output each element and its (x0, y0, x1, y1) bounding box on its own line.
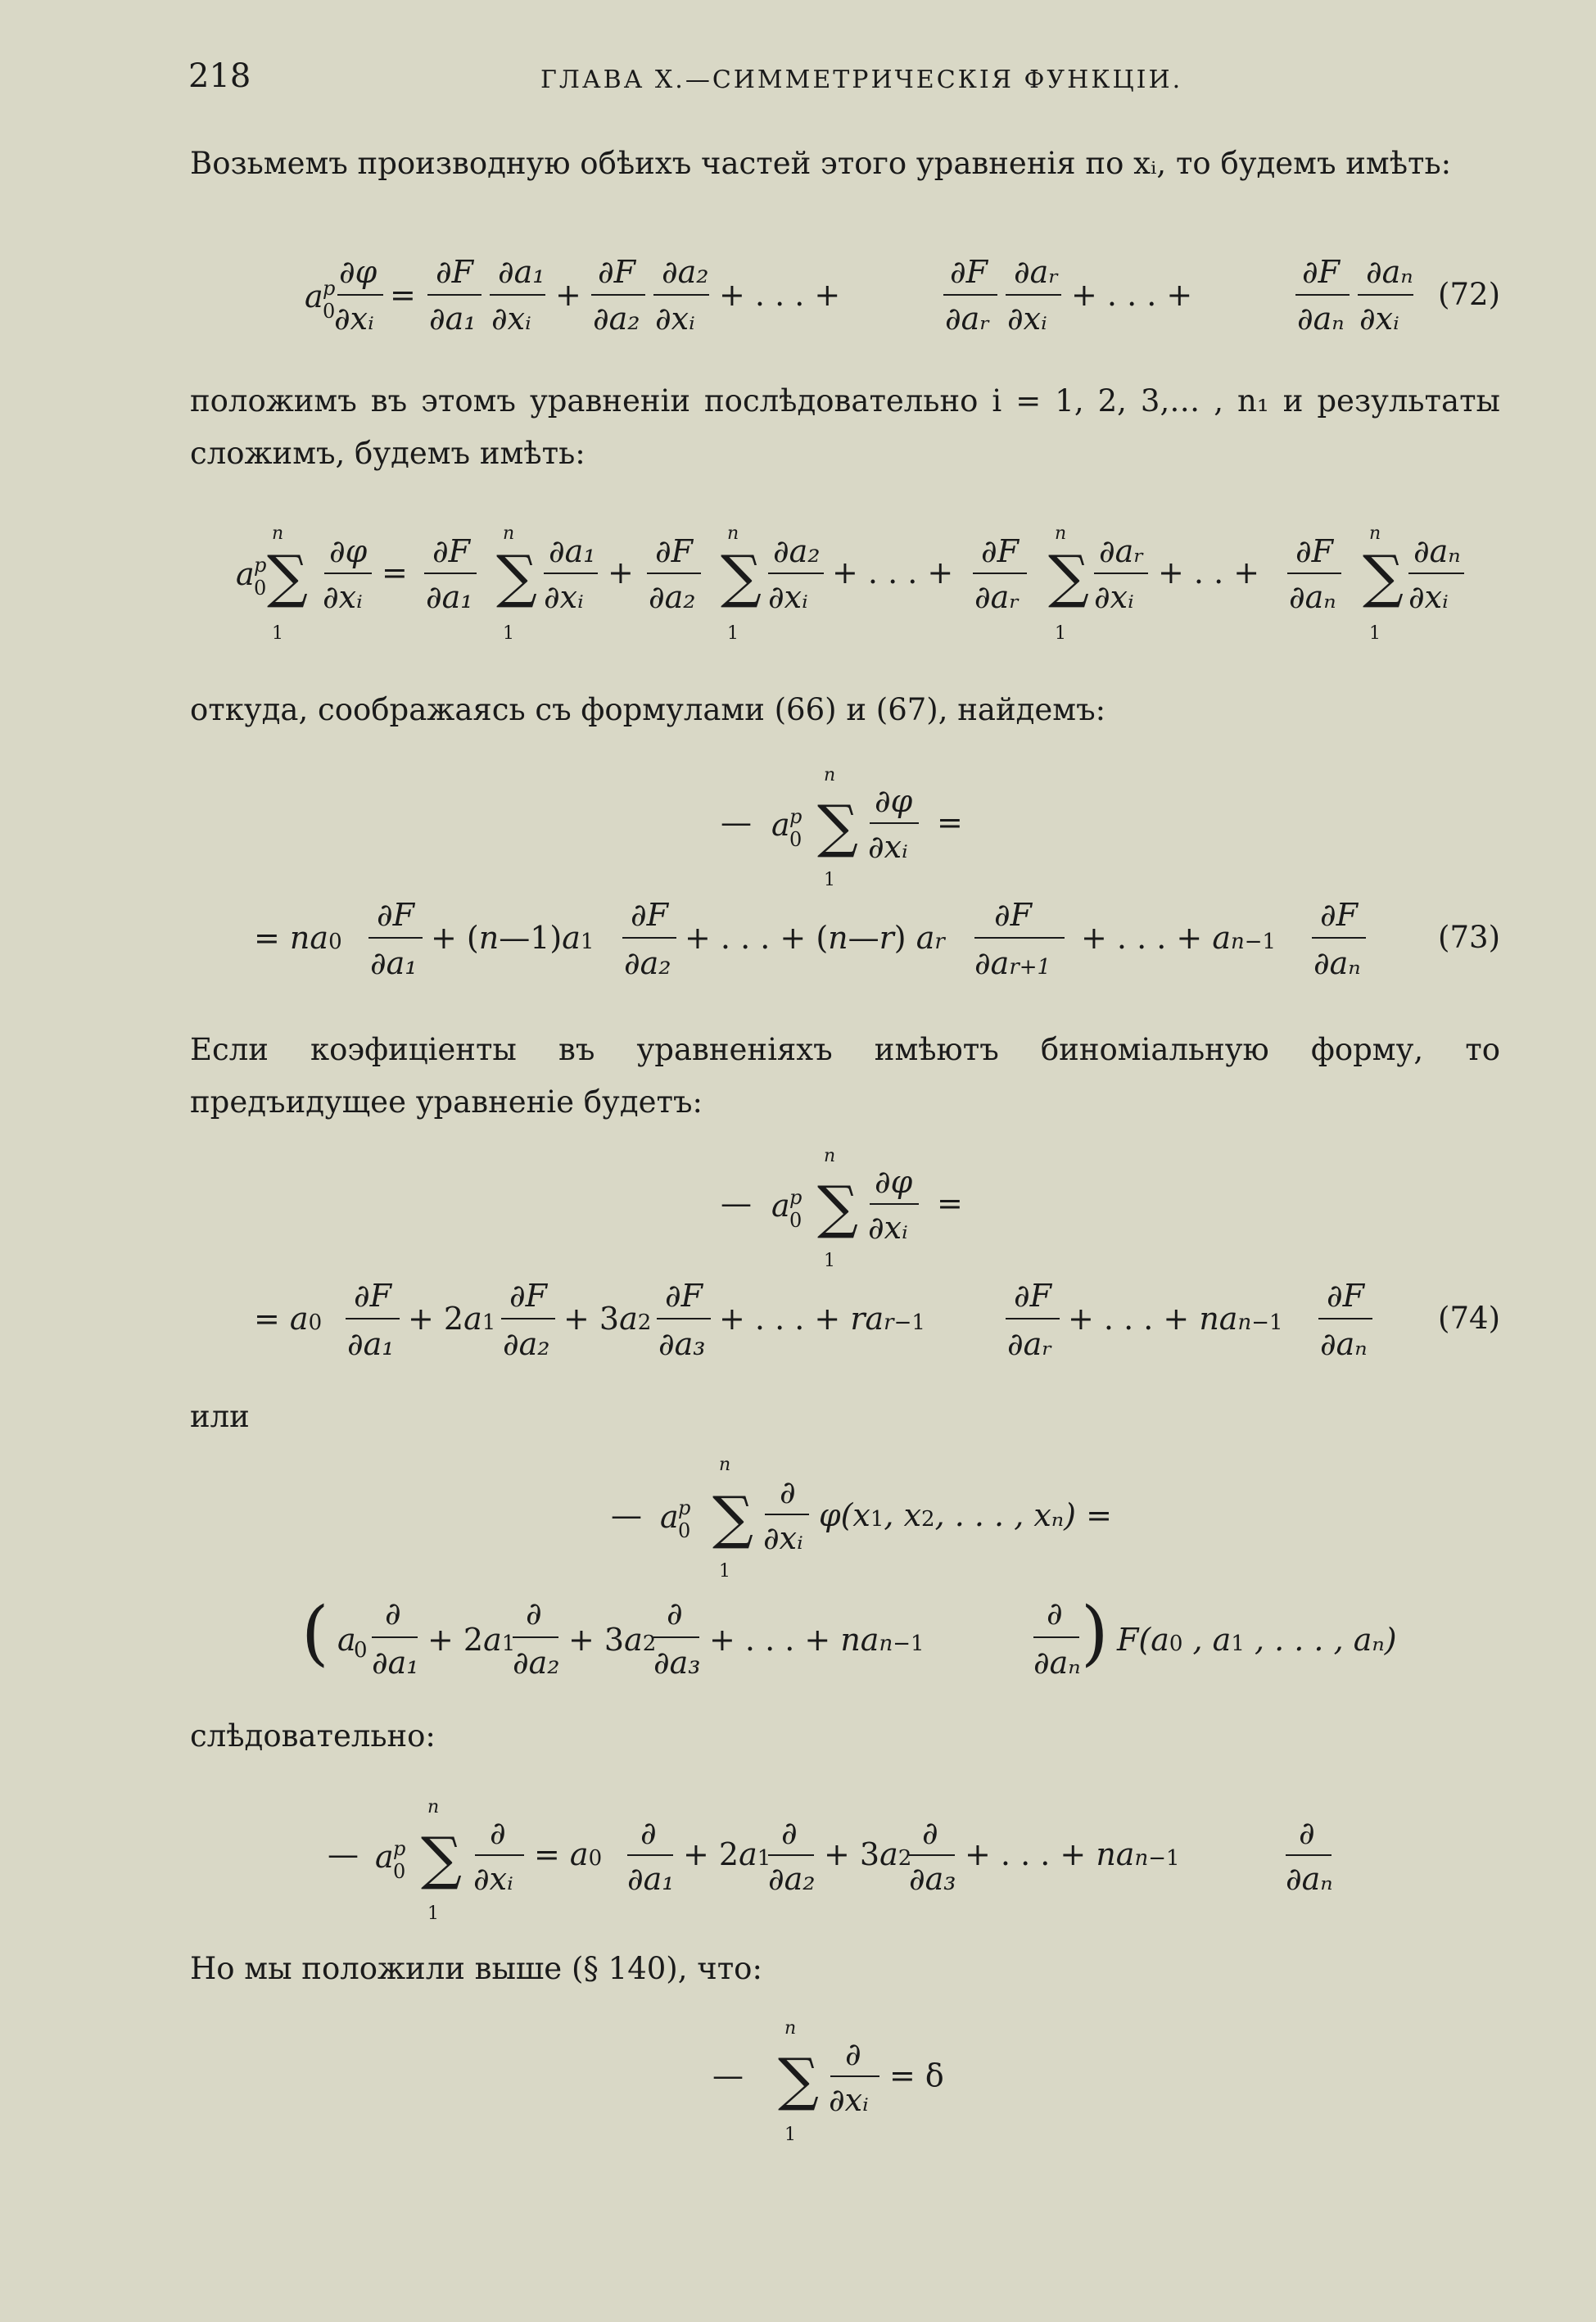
svg-text:∂xᵢ: ∂xᵢ (1408, 579, 1449, 615)
svg-text:n: n (784, 2018, 797, 2039)
svg-text:∂xᵢ: ∂xᵢ (655, 301, 695, 337)
svg-text:∂φ: ∂φ (875, 1164, 913, 1200)
svg-text:∂F: ∂F (354, 1278, 392, 1314)
svg-text:∂F: ∂F (1302, 254, 1341, 290)
equation-summed (123, 516, 1515, 647)
svg-text:p: p (678, 1496, 691, 1519)
svg-text:∂aₙ: ∂aₙ (1033, 1645, 1081, 1681)
svg-text:∂xᵢ: ∂xᵢ (544, 579, 584, 615)
equation-number-73: (73) (1438, 920, 1500, 955)
svg-text:∂: ∂ (526, 1596, 542, 1632)
svg-text:1: 1 (503, 623, 514, 644)
svg-text:∂F: ∂F (1014, 1278, 1052, 1314)
svg-text:n: n (272, 523, 284, 544)
svg-text:+ . . . + nan−1: + . . . + nan−1 (709, 1622, 925, 1658)
svg-text:∂F: ∂F (432, 533, 471, 569)
svg-text:∂aₙ: ∂aₙ (1313, 945, 1361, 981)
svg-text:∂F: ∂F (1320, 897, 1359, 933)
svg-text:—: — (721, 804, 752, 840)
svg-text:∂F: ∂F (981, 533, 1020, 569)
svg-text:φ(x1, x2, . . . , xₙ) =: φ(x1, x2, . . . , xₙ) = (819, 1497, 1112, 1533)
svg-text:1: 1 (727, 623, 739, 644)
svg-text:1: 1 (272, 623, 283, 644)
equation-identity-formula (123, 1790, 1515, 1929)
svg-text:+ 3a2: + 3a2 (563, 1301, 652, 1337)
svg-text:F(a0 , a1 , . . . , aₙ): F(a0 , a1 , . . . , aₙ) (1117, 1622, 1397, 1658)
svg-text:1: 1 (1369, 623, 1381, 644)
svg-text:+ 3a2: + 3a2 (824, 1836, 912, 1872)
svg-text:0: 0 (354, 1638, 368, 1663)
svg-text:∂F: ∂F (665, 1278, 703, 1314)
svg-text:a: a (375, 1839, 394, 1875)
svg-text:∂: ∂ (640, 1815, 657, 1851)
equation-identity (123, 1790, 1515, 1929)
svg-text:=: = (390, 277, 416, 313)
svg-text:∂xᵢ: ∂xᵢ (1007, 301, 1047, 337)
equation-72-formula (123, 246, 1515, 352)
equation-number-72: (72) (1438, 277, 1500, 312)
svg-text:∑: ∑ (817, 793, 858, 860)
svg-text:a: a (771, 807, 790, 843)
svg-text:∑: ∑ (778, 2046, 819, 2113)
svg-text:∂F: ∂F (950, 254, 988, 290)
page-header (188, 49, 1507, 98)
svg-text:∂φ: ∂φ (329, 533, 368, 569)
svg-text:∂aₙ: ∂aₙ (1289, 579, 1336, 615)
svg-text:∂a₃: ∂a₃ (653, 1645, 701, 1681)
svg-text:∂aᵣ: ∂aᵣ (1014, 254, 1060, 290)
equation-73-formula (123, 758, 1515, 995)
svg-text:+ . . +: + . . + (1158, 554, 1260, 591)
svg-text:n: n (503, 523, 515, 544)
svg-text:∂a₁: ∂a₁ (549, 533, 596, 569)
svg-text:= a0: = a0 (254, 1301, 323, 1337)
svg-text:∂: ∂ (845, 2036, 861, 2072)
svg-text:∑: ∑ (712, 1484, 753, 1551)
svg-text:0: 0 (789, 1209, 803, 1232)
svg-text:+: + (608, 554, 634, 591)
paragraph-6: слѣдовательно: (190, 1718, 436, 1754)
svg-text:p: p (254, 554, 267, 577)
svg-text:a: a (660, 1499, 679, 1535)
svg-text:—: — (611, 1497, 642, 1533)
svg-text:=: = (937, 804, 963, 840)
svg-text:∑: ∑ (421, 1825, 462, 1892)
svg-text:∑: ∑ (817, 1174, 858, 1241)
svg-text:∂aₙ: ∂aₙ (1366, 254, 1413, 290)
svg-text:∂xᵢ: ∂xᵢ (868, 1210, 908, 1246)
svg-text:+ 3a2: + 3a2 (568, 1622, 657, 1658)
paragraph-5: или (190, 1399, 250, 1434)
svg-text:∂: ∂ (385, 1596, 401, 1632)
svg-text:∂φ: ∂φ (875, 783, 913, 819)
svg-text:1: 1 (719, 1561, 730, 1582)
svg-text:∂aᵣ: ∂aᵣ (1007, 1326, 1053, 1362)
svg-text:1: 1 (1055, 623, 1066, 644)
svg-text:∂F: ∂F (1295, 533, 1334, 569)
equation-73 (123, 758, 1515, 995)
page-number: 218 (188, 57, 251, 95)
svg-text:p: p (393, 1837, 406, 1860)
paragraph-4: Если коэфиціенты въ уравненіяхъ имѣютъ биноміальную форму, то предъидущее уравненіе будетъ: (190, 1032, 1500, 1120)
svg-text:+ 2a1: + 2a1 (683, 1836, 771, 1872)
svg-text:∂: ∂ (1047, 1596, 1063, 1632)
svg-text:+ . . . + rar−1: + . . . + rar−1 (719, 1301, 925, 1337)
paragraph-1: Возьмемъ производную обѣихъ частей этого уравненія по xᵢ, то будемъ имѣть: (190, 146, 1452, 181)
svg-text:n: n (824, 765, 836, 785)
svg-text:∂aₙ: ∂aₙ (1320, 1326, 1368, 1362)
svg-text:): ) (1081, 1592, 1109, 1674)
svg-text:∂a₁: ∂a₁ (370, 945, 418, 981)
svg-text:+ . . . + nan−1: + . . . + nan−1 (965, 1836, 1180, 1872)
svg-text:∂a₁: ∂a₁ (429, 301, 477, 337)
svg-text:∂a₂: ∂a₂ (773, 533, 821, 569)
svg-text:∂a₂: ∂a₂ (513, 1645, 560, 1681)
svg-text:∂aₙ: ∂aₙ (1413, 533, 1461, 569)
svg-text:n: n (824, 1146, 836, 1166)
svg-text:0: 0 (789, 828, 803, 851)
svg-text:0: 0 (254, 577, 267, 600)
paragraph-3: откуда, соображаясь съ формулами (66) и (67), найдемъ: (190, 692, 1106, 727)
svg-text:∂xᵢ: ∂xᵢ (473, 1861, 513, 1897)
svg-text:=: = (382, 554, 408, 591)
svg-text:∂aₙ: ∂aₙ (1297, 301, 1345, 337)
equation-delta (123, 2011, 1515, 2150)
svg-text:=: = (937, 1185, 963, 1221)
svg-text:= a0: = a0 (534, 1836, 603, 1872)
svg-text:+ . . . + (n—r) ar: + . . . + (n—r) ar (685, 920, 945, 956)
svg-text:∂F: ∂F (1327, 1278, 1365, 1314)
svg-text:—: — (721, 1185, 752, 1221)
svg-text:∂xᵢ: ∂xᵢ (768, 579, 808, 615)
paragraph-2: положимъ въ этомъ уравненіи послѣдовательно i = 1, 2, 3,… , n₁ и результаты сложимъ, будемъ имѣть: (190, 383, 1500, 471)
svg-text:(: ( (301, 1592, 329, 1674)
paragraph-7: Но мы положили выше (§ 140), что: (190, 1951, 762, 1986)
svg-text:∂aᵣ: ∂aᵣ (1099, 533, 1145, 569)
svg-text:∂xᵢ: ∂xᵢ (829, 2082, 869, 2118)
svg-text:1: 1 (784, 2125, 796, 2145)
svg-text:∂F: ∂F (509, 1278, 548, 1314)
svg-text:∂F: ∂F (436, 254, 474, 290)
svg-text:n: n (719, 1455, 731, 1475)
svg-text:∂F: ∂F (994, 897, 1033, 933)
equation-delta-formula (123, 2011, 1515, 2150)
svg-text:n: n (1055, 523, 1067, 544)
svg-text:p: p (789, 1186, 803, 1209)
svg-text:p: p (789, 805, 803, 828)
svg-text:∂xᵢ: ∂xᵢ (1359, 301, 1399, 337)
svg-text:∂: ∂ (1299, 1815, 1315, 1851)
svg-text:a: a (305, 278, 323, 315)
svg-text:—: — (328, 1836, 359, 1872)
svg-text:∂xᵢ: ∂xᵢ (323, 579, 363, 615)
svg-text:∂a₁: ∂a₁ (372, 1645, 419, 1681)
svg-text:∂: ∂ (667, 1596, 683, 1632)
svg-text:0: 0 (678, 1519, 691, 1542)
svg-text:0: 0 (393, 1860, 406, 1883)
svg-text:1: 1 (427, 1903, 439, 1924)
equation-operator (123, 1446, 1515, 1700)
svg-text:∂aᵣ: ∂aᵣ (974, 579, 1020, 615)
svg-text:∑: ∑ (496, 543, 537, 610)
svg-text:∂φ: ∂φ (339, 254, 378, 290)
svg-text:= δ: = δ (889, 2057, 944, 2093)
svg-text:∂a₁: ∂a₁ (347, 1326, 395, 1362)
svg-text:∂xᵢ: ∂xᵢ (868, 829, 908, 865)
svg-text:∂a₁: ∂a₁ (498, 254, 545, 290)
svg-text:0: 0 (323, 300, 336, 323)
svg-text:+ . . . + an−1: + . . . + an−1 (1081, 920, 1277, 956)
running-title: ГЛАВА X.—СИММЕТРИЧЕСКІЯ ФУНКЦІИ. (540, 66, 1183, 94)
svg-text:∂a₁: ∂a₁ (426, 579, 473, 615)
svg-text:a: a (337, 1622, 356, 1658)
equation-72 (123, 246, 1515, 352)
svg-text:∂aᵣ: ∂aᵣ (945, 301, 991, 337)
equation-number-74: (74) (1438, 1301, 1500, 1336)
svg-text:1: 1 (824, 1251, 835, 1271)
svg-text:a: a (771, 1188, 790, 1224)
svg-text:∂a₃: ∂a₃ (658, 1326, 706, 1362)
svg-text:n: n (427, 1797, 440, 1817)
svg-text:n: n (727, 523, 739, 544)
svg-text:∂xᵢ: ∂xᵢ (763, 1520, 803, 1556)
svg-text:∂a₂: ∂a₂ (593, 301, 640, 337)
svg-text:∂F: ∂F (655, 533, 694, 569)
svg-text:+ . . . +: + . . . + (832, 554, 954, 591)
equation-74-formula (123, 1138, 1515, 1376)
svg-text:∂: ∂ (922, 1815, 938, 1851)
svg-text:+: + (555, 277, 581, 313)
svg-text:∂: ∂ (781, 1815, 798, 1851)
svg-text:∂xᵢ: ∂xᵢ (334, 301, 374, 337)
svg-text:∂a₂: ∂a₂ (649, 579, 696, 615)
svg-text:∂F: ∂F (377, 897, 415, 933)
svg-text:+ . . . +: + . . . + (719, 277, 841, 313)
svg-text:∂a₁: ∂a₁ (627, 1861, 675, 1897)
svg-text:= na0: = na0 (254, 920, 342, 956)
svg-text:∂F: ∂F (631, 897, 669, 933)
svg-text:∂F: ∂F (598, 254, 636, 290)
svg-text:+ (n—1)a1: + (n—1)a1 (431, 920, 595, 956)
equation-operator-formula (123, 1446, 1515, 1700)
svg-text:∂a₂: ∂a₂ (503, 1326, 550, 1362)
svg-text:∂ar+1: ∂ar+1 (974, 945, 1051, 981)
svg-text:∂xᵢ: ∂xᵢ (1094, 579, 1134, 615)
svg-text:∂a₂: ∂a₂ (662, 254, 709, 290)
svg-text:∂a₂: ∂a₂ (768, 1861, 816, 1897)
svg-text:n: n (1369, 523, 1381, 544)
svg-text:∂: ∂ (780, 1474, 796, 1510)
svg-text:∂: ∂ (490, 1815, 506, 1851)
svg-text:∑: ∑ (267, 543, 308, 610)
svg-text:∑: ∑ (1048, 543, 1089, 610)
svg-text:+ . . . +: + . . . + (1071, 277, 1193, 313)
svg-text:∂a₂: ∂a₂ (624, 945, 671, 981)
equation-74 (123, 1138, 1515, 1376)
svg-text:+ . . . + nan−1: + . . . + nan−1 (1068, 1301, 1283, 1337)
equation-summed-formula (123, 516, 1515, 647)
svg-text:∑: ∑ (721, 543, 762, 610)
svg-text:∂a₃: ∂a₃ (909, 1861, 956, 1897)
svg-text:p: p (323, 277, 336, 300)
svg-text:a: a (236, 556, 255, 592)
svg-text:+ 2a1: + 2a1 (427, 1622, 516, 1658)
svg-text:—: — (712, 2057, 744, 2093)
svg-text:∑: ∑ (1363, 543, 1404, 610)
svg-text:+ 2a1: + 2a1 (408, 1301, 496, 1337)
svg-text:∂aₙ: ∂aₙ (1286, 1861, 1333, 1897)
svg-text:1: 1 (824, 870, 835, 890)
svg-text:∂xᵢ: ∂xᵢ (491, 301, 531, 337)
